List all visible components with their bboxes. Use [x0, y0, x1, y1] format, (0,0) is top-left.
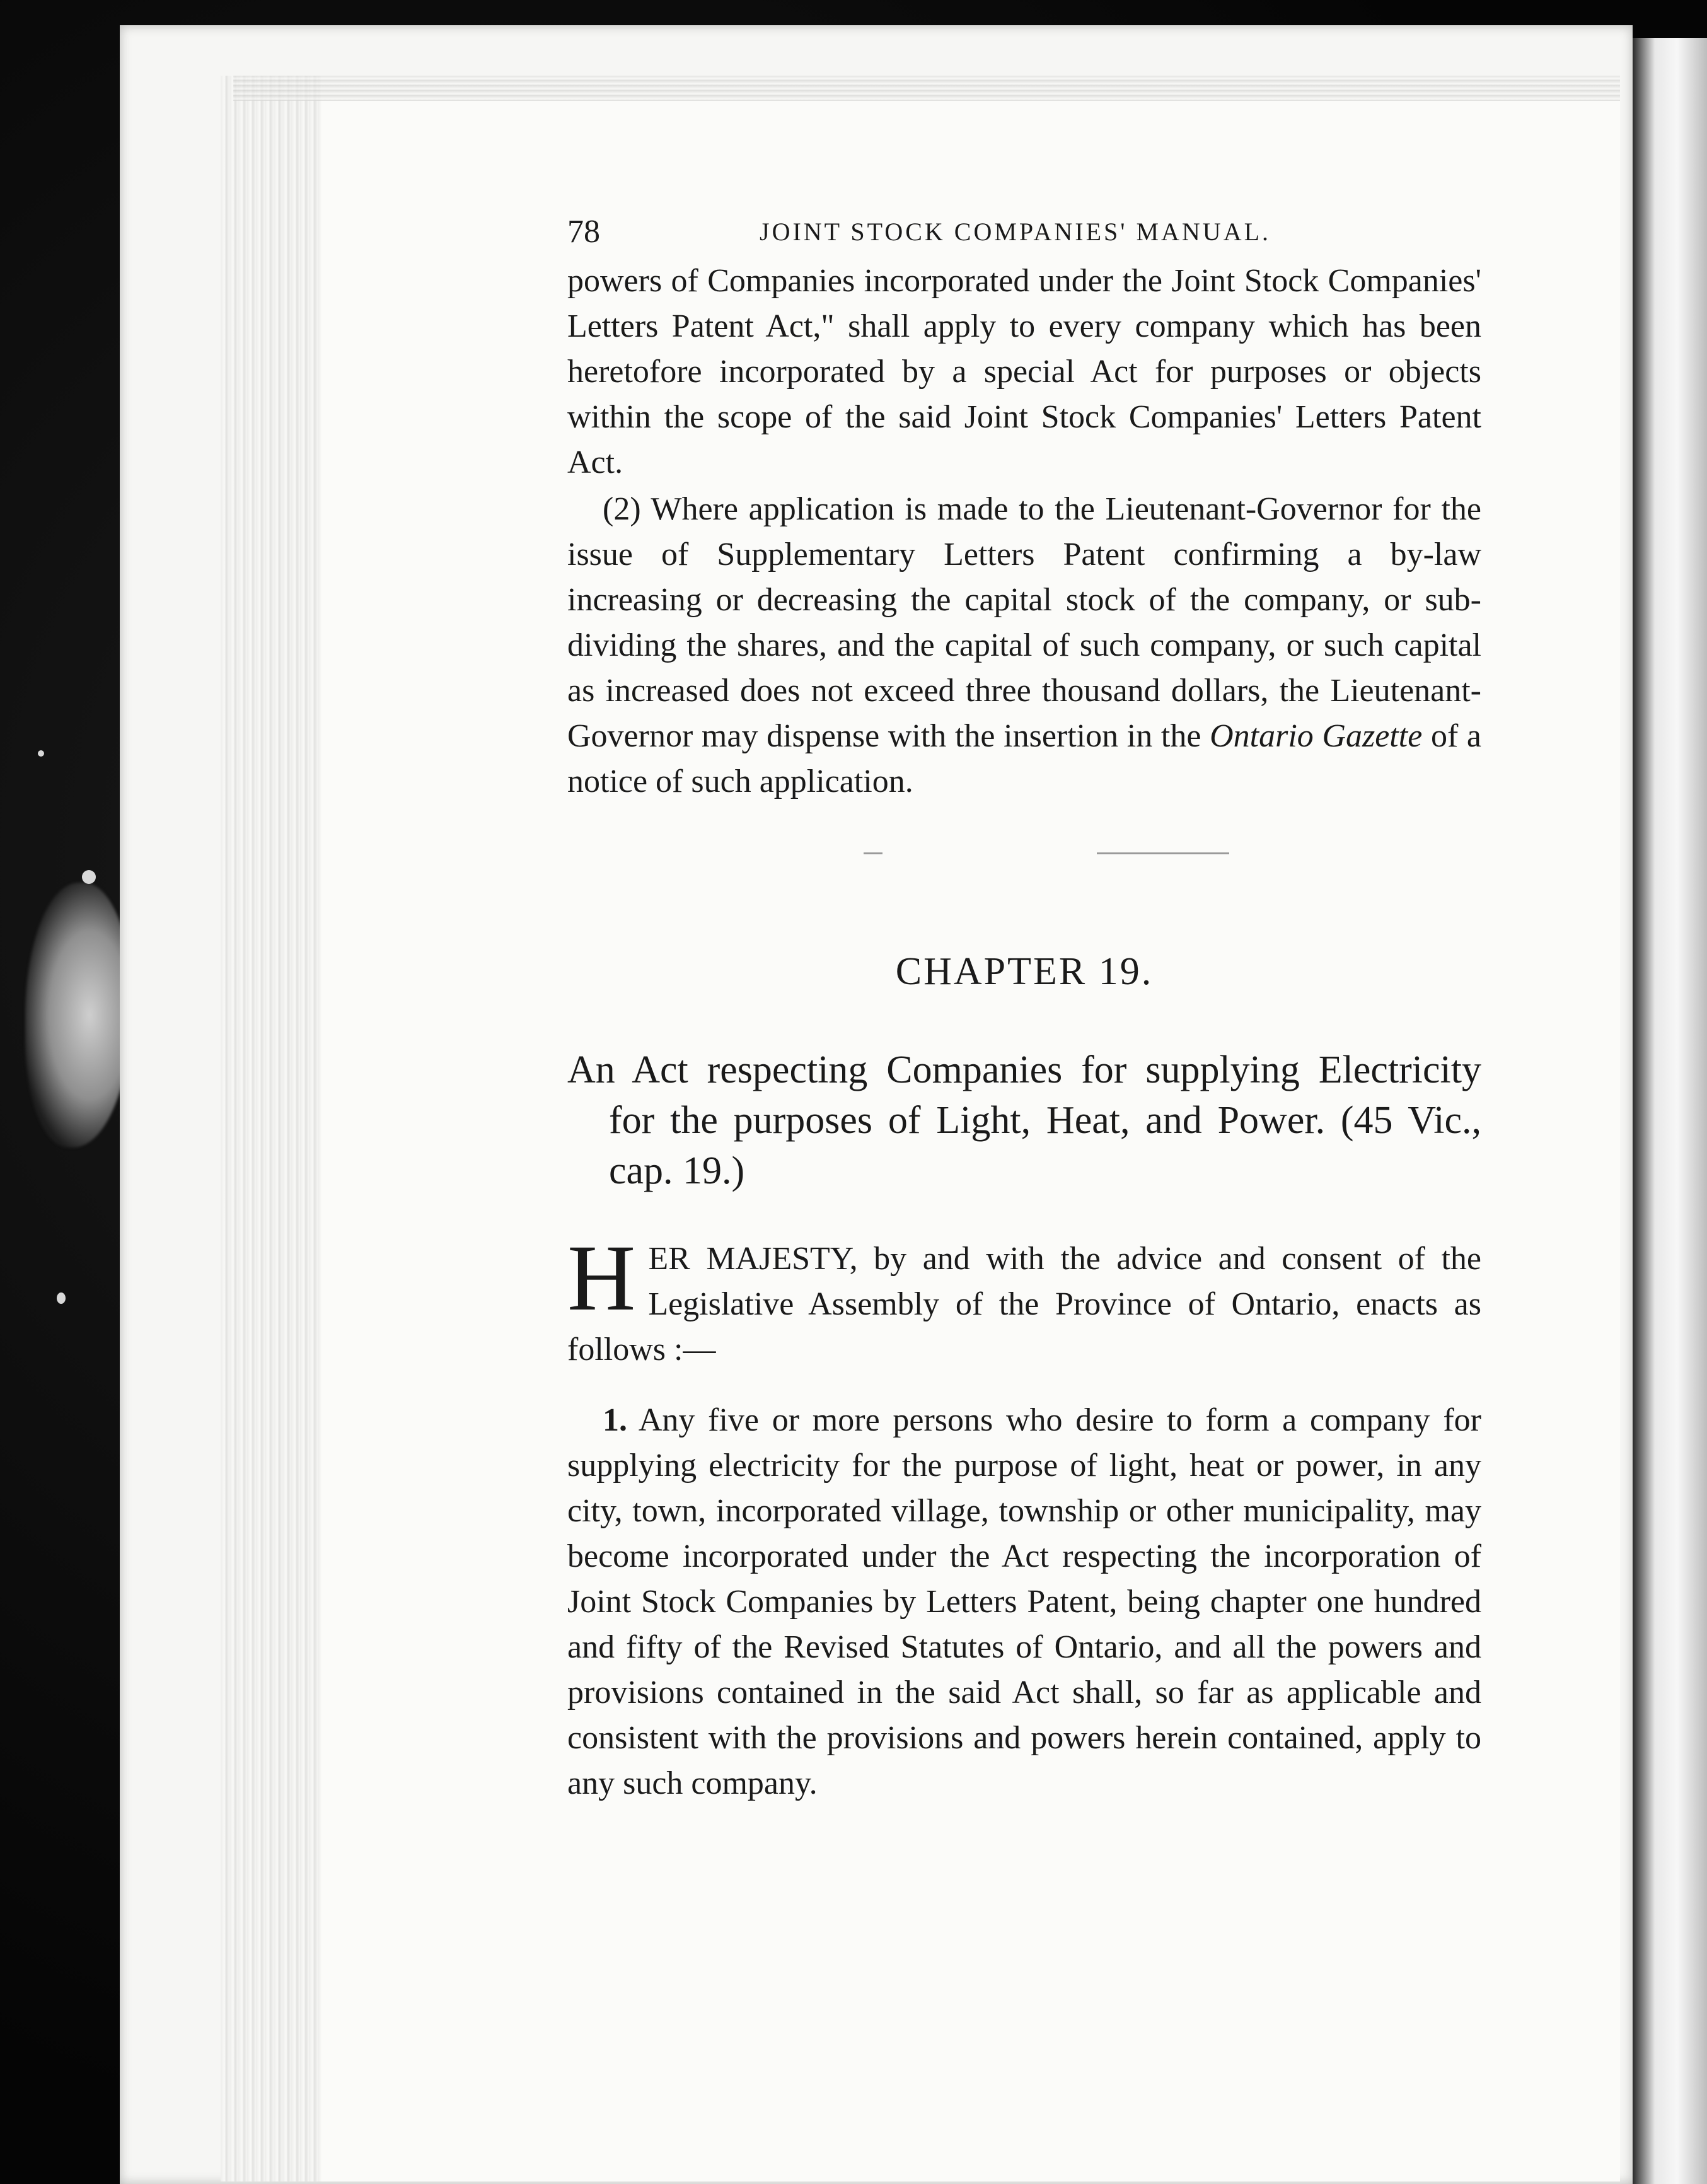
enacting-text: ER MAJESTY, by and with the advice and consent of the Legislative Assembly of the Province of Ontario, enacts as follows :—: [567, 1241, 1481, 1368]
act-title: An Act respecting Companies for supplying Electricity for the purposes of Light, Heat, and Power. (45 Vic., cap. 19.): [567, 1048, 1481, 1192]
chapter-heading: CHAPTER 19.: [895, 950, 1154, 993]
page-number: 78: [567, 214, 600, 250]
enacting-clause: [567, 1226, 1481, 1373]
section-1-number: 1.: [603, 1402, 627, 1438]
running-title: JOINT STOCK COMPANIES' MANUAL.: [760, 218, 1271, 246]
separator-rule: [864, 852, 882, 854]
section-separator: [567, 804, 1481, 880]
section-1-text: Any five or more persons who desire to form a company for supplying electricity for the purpose of light, heat or power, in any city, town, incorporated village, township or other municipality, may become incorporated under the Act respecting the incorporation of Joint Stock Companies by Letters Patent, being chapter one hundred and fifty of the Revised Statutes of Ontario, and all the powers and provisions contained in the said Act shall, so far as applicable and consistent with the provisions and powers herein contained, apply to any such company.: [567, 1402, 1481, 1801]
subsection-2-text-start: (2) Where application is made to the Lieutenant-Governor for the issue of Supplementary Letters Patent confirming a by-law increasing or decreasing the capital stock of the company, or sub-dividing the shares, and the capital of such company, or such capital as increased does not exceed three thousand dollars, the Lieutenant-Governor may dispense with the insertion in the: [567, 491, 1481, 754]
subsection-2-paragraph: [567, 487, 1481, 804]
gazette-title: Ontario Gazette: [1210, 718, 1423, 754]
separator-rule: [1097, 852, 1229, 854]
page-text-block: [567, 208, 1481, 1806]
page-top-edges: [233, 76, 1620, 101]
continuation-paragraph: powers of Companies incorporated under the Joint Stock Companies' Letters Patent Act," shall apply to every company which has been heretofore incorporated by a special Act for purposes or objects within the scope of the said Joint Stock Companies' Letters Patent Act.: [567, 263, 1481, 480]
drop-cap: H: [567, 1226, 636, 1330]
adjacent-page-edge: [1633, 38, 1707, 2184]
section-1-paragraph: [567, 1398, 1481, 1806]
running-header: [567, 208, 1481, 258]
page-stack-edges: [221, 76, 321, 2181]
scan-fleck: [57, 1292, 66, 1304]
scan-fleck: [82, 870, 96, 884]
scan-fleck: [38, 750, 44, 757]
subsection-2-text-end: of a notice of such application.: [567, 718, 1482, 799]
